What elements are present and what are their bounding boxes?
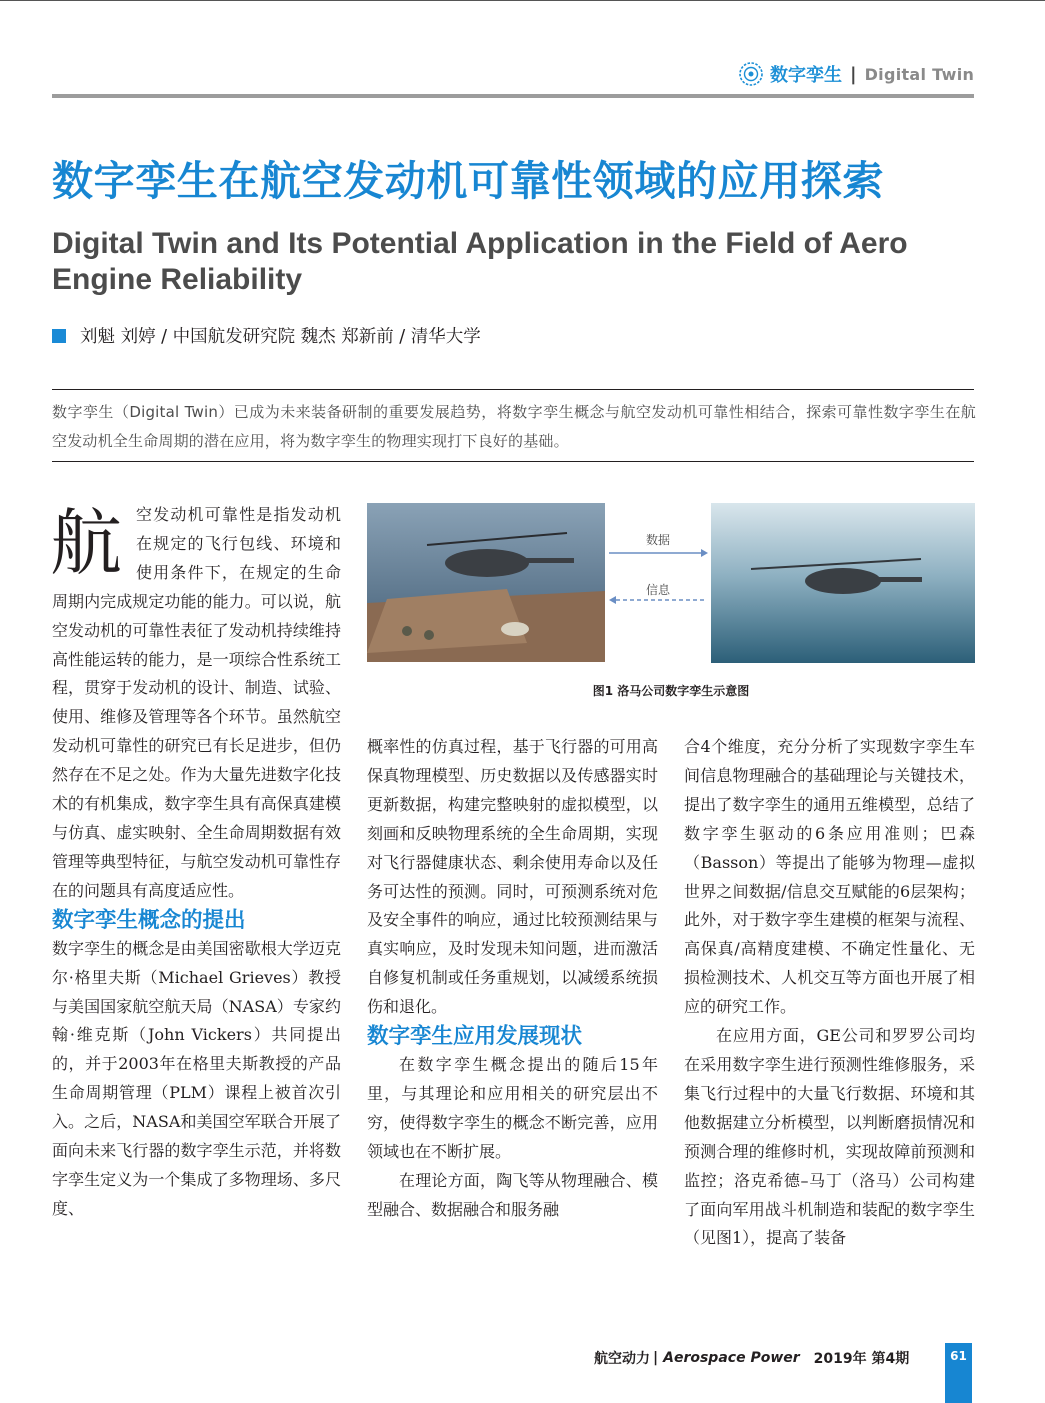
footer bbox=[594, 1348, 909, 1368]
paragraph-status: 在数字孪生概念提出的随后15年里，与其理论和应用相关的研究层出不穷，使得数字孪生的概念不断完善，应用领域也在不断扩展。 bbox=[367, 1055, 658, 1161]
page-number: 61 bbox=[950, 1349, 967, 1363]
figure-1 bbox=[367, 503, 975, 663]
paragraph-theory-cont: 合4个维度，充分分析了实现数字孪生车间信息物理融合的基础理论与关键技术，提出了数字孪生的通用五维模型，总结了数字孪生驱动的6条应用准则；巴森（Basson）等提出了能够为物理—虚拟世界之间数据/信息交互赋能的6层架构；此外，对于数字孪生建模的框架与流程、高保真/高精度建模、不确定性量化、无损检测技术、人机交互等方面也开展了相应的研究工作。 bbox=[684, 737, 975, 1017]
arrow-label-info: 信息 bbox=[646, 583, 671, 597]
article-title-en: Digital Twin and Its Potential Application in the Field of Aero Engine Reliability bbox=[52, 227, 908, 296]
arrow-label-data: 数据 bbox=[646, 533, 671, 547]
footer-separator: | bbox=[653, 1350, 659, 1366]
header-title-en: Digital Twin bbox=[864, 64, 975, 84]
column-1 bbox=[52, 501, 341, 1224]
page-number-box bbox=[945, 1343, 972, 1403]
footer-issue: 2019年 第4期 bbox=[813, 1351, 910, 1367]
paragraph-theory: 在理论方面，陶飞等从物理融合、模型融合、数据融合和服务融 bbox=[367, 1170, 658, 1219]
paragraph-application: 在应用方面，GE公司和罗罗公司均在采用数字孪生进行预测性维修服务，采集飞行过程中的大量飞行数据、环境和其他数据建立分析模型，以判断磨损情况和预测合理的维修时机，实现故障前预测和监控；洛克希德–马丁（洛马）公司构建了面向军用战斗机制造和装配的数字孪生（见图1），提高了装备 bbox=[684, 1026, 975, 1248]
author-bullet-icon bbox=[52, 329, 66, 343]
header-rule bbox=[52, 94, 974, 98]
column-3 bbox=[684, 733, 975, 1253]
section-heading-concept: 数字孪生概念的提出 bbox=[52, 907, 246, 933]
abstract-bottom-rule bbox=[52, 461, 974, 462]
virtual-model-render bbox=[711, 503, 975, 663]
top-border bbox=[0, 0, 1045, 1]
helicopter-photo bbox=[367, 503, 605, 662]
authors: 刘魁 刘婷 / 中国航发研究院 魏杰 郑新前 / 清华大学 bbox=[80, 327, 481, 347]
header-separator: | bbox=[850, 63, 857, 85]
intro-text: 空发动机可靠性是指发动机在规定的飞行包线、环境和使用条件下，在规定的生命周期内完成规定功能的能力。可以说，航空发动机的可靠性表征了发动机持续维持高性能运转的能力，是一项综合性系统工程，贯穿于发动机的设计、制造、试验、使用、维修及管理等各个环节。虽然航空发动机可靠性的研究已有长足进步，但仍然存在不足之处。作为大量先进数字化技术的有机集成，数字孪生具有高保真建模与仿真、虚实映射、全生命周期数据有效管理等典型特征，与航空发动机可靠性存在的问题具有高度适应性。 bbox=[52, 505, 341, 900]
data-flow-arrows-icon bbox=[607, 539, 709, 609]
abstract: 数字孪生（Digital Twin）已成为未来装备研制的重要发展趋势，将数字孪生概念与航空发动机可靠性相结合，探索可靠性数字孪生在航空发动机全生命周期的潜在应用，将为数字孪生的物理实现打下良好的基础。 bbox=[52, 403, 976, 450]
running-header bbox=[738, 60, 974, 88]
digital-twin-emblem-icon bbox=[738, 61, 764, 87]
drop-cap: 航 bbox=[50, 501, 123, 585]
article-title-cn: 数字孪生在航空发动机可靠性领域的应用探索 bbox=[52, 157, 884, 205]
footer-journal-cn: 航空动力 bbox=[594, 1351, 650, 1367]
figure-caption: 图1 洛马公司数字孪生示意图 bbox=[592, 684, 750, 698]
abstract-top-rule bbox=[52, 389, 974, 390]
author-line bbox=[52, 323, 481, 348]
footer-journal-en: Aerospace Power bbox=[663, 1350, 800, 1366]
paragraph-concept: 数字孪生的概念是由美国密歇根大学迈克尔·格里夫斯（Michael Grieves）教授与美国国家航空航天局（NASA）专家约翰·维克斯（John Vickers）共同提出的，并于2003年在格里夫斯教授的产品生命周期管理（PLM）课程上被首次引入。之后，NASA和美国空军联合开展了面向未来飞行器的数字孪生示范，并将数字孪生定义为一个集成了多物理场、多尺度、 bbox=[52, 938, 341, 1218]
header-title-cn: 数字孪生 bbox=[770, 65, 842, 86]
section-heading-status: 数字孪生应用发展现状 bbox=[367, 1024, 583, 1050]
intro-paragraph bbox=[52, 501, 341, 906]
column-2 bbox=[367, 733, 658, 1225]
paragraph-concept-cont: 概率性的仿真过程，基于飞行器的可用高保真物理模型、历史数据以及传感器实时更新数据，构建完整映射的虚拟模型，以刻画和反映物理系统的全生命周期，实现对飞行器健康状态、剩余使用寿命以及任务可达性的预测。同时，可预测系统对危及安全事件的响应，通过比较预测结果与真实响应，及时发现未知问题，进而激活自修复机制或任务重规划，以减缓系统损伤和退化。 bbox=[367, 737, 658, 1017]
